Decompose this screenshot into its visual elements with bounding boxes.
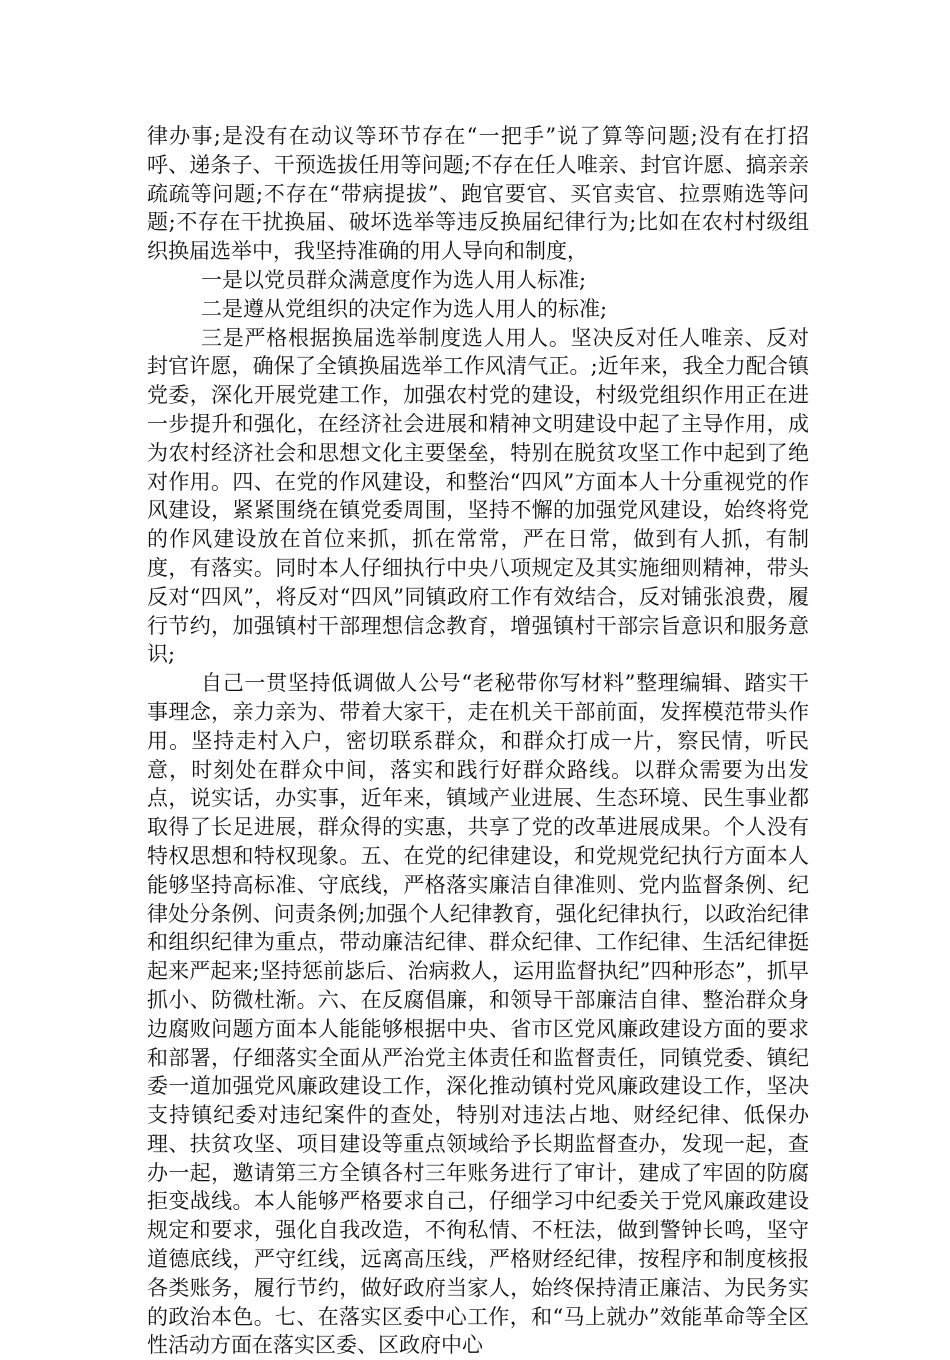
paragraph-4: 三是严格根据换届选举制度选人用人。坚决反对任人唯亲、反对封官许愿，确保了全镇换届选举工作风清气正。;近年来，我全力配合镇党委，深化开展党建工作，加强农村党的建设，村级党组织作用正在进一步提升和强化，在经济社会进展和精神文明建设中起了主导作用，成为农村经济社会和思想文化主要堡垒，特别在脱贫攻坚工作中起到了绝对作用。四、在党的作风建设，和整治“四风”方面本人十分重视党的作风建设，紧紧围绕在镇党委周围，坚持不懈的加强党风建设，始终将党的作风建设放在首位来抓，抓在常常，严在日常，做到有人抓，有制度，有落实。同时本人仔细执行中央八项规定及其实施细则精神，带头反对“四风”，将反对“四风”同镇政府工作有效结合，反对铺张浪费，履行节约，加强镇村干部理想信念教育，增强镇村干部宗旨意识和服务意识; <box>147 325 809 667</box>
paragraph-3: 二是遵从党组织的决定作为选人用人的标准; <box>201 296 608 321</box>
paragraph-5: 自己一贯坚持低调做人公号“老秘带你写材料”整理编辑、踏实干事理念，亲力亲为、带着大家干，走在机关干部前面，发挥模范带头作用。坚持走村入户，密切联系群众，和群众打成一片，察民情，听民意，时刻处在群众中间，落实和践行好群众路线。以群众需要为出发点，说实话，办实事，近年来，镇域产业进展、生态环境、民生事业都取得了长足进展，群众得的实惠，共享了党的改革进展成果。个人没有特权思想和特权现象。五、在党的纪律建设，和党规党纪执行方面本人能够坚持高标准、守底线，严格落实廉洁自律准则、党内监督条例、纪律处分条例、问责条例;加强个人纪律教育，强化纪律执行，以政治纪律和组织纪律为重点，带动廉洁纪律、群众纪律、工作纪律、生活纪律挺起来严起来;坚持惩前毖后、治病救人，运用监督执纪”四种形态”，抓早抓小、防微杜渐。六、在反腐倡廉，和领导干部廉洁自律、整治群众身边腐败问题方面本人能能够根据中央、省市区党风廉政建设方面的要求和部署，仔细落实全面从严治党主体责任和监督责任，同镇党委、镇纪委一道加强党风廉政建设工作，深化推动镇村党风廉政建设工作，坚决支持镇纪委对违纪案件的查处，特别对违法占地、财经纪律、低保办理、扶贫攻坚、项目建设等重点领域给予长期监督查办，发现一起，查办一起，邀请第三方全镇各村三年账务进行了审计，建成了牢固的防腐拒变战线。本人能够严格要求自己，仔细学习中纪委关于党风廉政建设规定和要求，强化自我改造，不徇私情、不枉法，做到警钟长鸣，坚守道德底线，严守红线，远离高压线，严格财经纪律，按程序和制度核报各类账务，履行节约，做好政府当家人，始终保持清正廉洁、为民务实的政治本色。七、在落实区委中心工作，和“马上就办”效能革命等全区性活动方面在落实区委、区政府中心 <box>147 671 809 1358</box>
document-body <box>147 122 809 1360</box>
paragraph-1: 律办事;是没有在动议等环节存在“一把手”说了算等问题;没有在打招呼、递条子、干预选拔任用等问题;不存在任人唯亲、封官许愿、搞亲亲疏疏等问题;不存在“带病提拔”、跑官要官、买官卖官、拉票贿选等问题;不存在干扰换届、破坏选举等违反换届纪律行为;比如在农村村级组织换届选举中，我坚持准确的用人导向和制度， <box>147 124 809 264</box>
paragraph-2: 一是以党员群众满意度作为选人用人标准; <box>201 267 587 292</box>
